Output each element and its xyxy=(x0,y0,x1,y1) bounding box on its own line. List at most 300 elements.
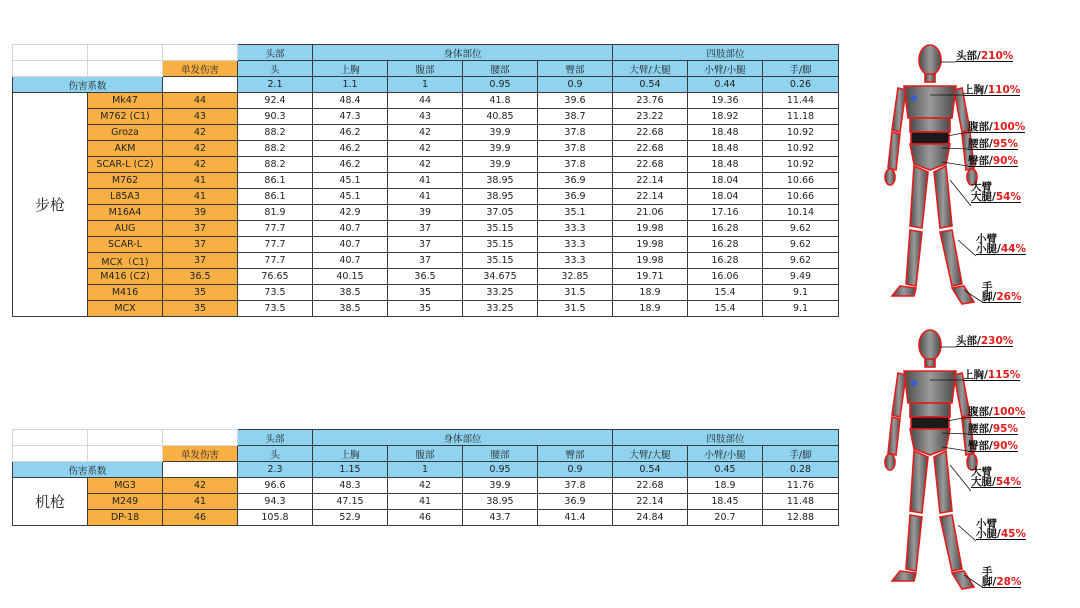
damage-value: 105.8 xyxy=(238,510,313,526)
weapon-name: Groza xyxy=(88,125,163,141)
zone-label xyxy=(976,234,1026,255)
right-shin xyxy=(940,515,962,571)
damage-value: 42.9 xyxy=(313,205,388,221)
damage-value: 46.2 xyxy=(313,125,388,141)
damage-value: 39 xyxy=(388,205,463,221)
mg-damage-table xyxy=(12,429,839,526)
table-row xyxy=(13,221,839,237)
waist-zone xyxy=(911,132,949,144)
damage-value: 18.04 xyxy=(688,189,763,205)
group-header-row xyxy=(13,45,839,61)
label-separator: / xyxy=(992,576,997,588)
weapon-name: M416 (C2) xyxy=(88,269,163,285)
weapon-damage: 42 xyxy=(163,141,238,157)
damage-value: 18.9 xyxy=(613,301,688,317)
damage-value: 36.9 xyxy=(538,189,613,205)
group-head: 头部 xyxy=(238,45,313,61)
zone-name: 大臂 大腿 xyxy=(971,181,992,203)
zone-label xyxy=(968,139,1018,150)
group-body: 身体部位 xyxy=(313,45,613,61)
zone-name: 腹部 xyxy=(968,406,989,418)
category-label: 步枪 xyxy=(13,93,88,317)
damage-value: 40.7 xyxy=(313,253,388,269)
label-separator: / xyxy=(992,191,996,203)
waist-zone xyxy=(911,417,949,429)
damage-value: 42 xyxy=(388,157,463,173)
table-row xyxy=(13,173,839,189)
table-row xyxy=(13,253,839,269)
left-hand xyxy=(885,454,895,470)
zone-label xyxy=(968,407,1025,418)
coefficient-value: 0.26 xyxy=(763,77,839,93)
damage-value: 19.98 xyxy=(613,221,688,237)
weapon-damage: 41 xyxy=(163,494,238,510)
damage-value: 88.2 xyxy=(238,125,313,141)
damage-value: 22.14 xyxy=(613,494,688,510)
coefficient-value: 2.3 xyxy=(238,462,313,478)
table-row xyxy=(13,494,839,510)
weapon-name: AKM xyxy=(88,141,163,157)
damage-value: 9.49 xyxy=(763,269,839,285)
zone-label xyxy=(968,424,1018,435)
leader-line xyxy=(958,240,976,256)
damage-value: 40.7 xyxy=(313,221,388,237)
damage-value: 41 xyxy=(388,173,463,189)
damage-value: 31.5 xyxy=(538,285,613,301)
weapon-damage: 46 xyxy=(163,510,238,526)
table-row xyxy=(13,141,839,157)
label-separator: / xyxy=(989,440,993,452)
damage-value: 16.06 xyxy=(688,269,763,285)
damage-value: 88.2 xyxy=(238,141,313,157)
coefficient-row xyxy=(13,462,839,478)
part-header: 小臂/小腿 xyxy=(688,61,763,77)
empty-cell xyxy=(13,45,88,61)
part-header: 大臂/大腿 xyxy=(613,61,688,77)
damage-value: 38.95 xyxy=(463,173,538,189)
hit-zone-figure-mg xyxy=(870,325,1075,605)
zone-name: 头部 xyxy=(956,335,977,347)
damage-value: 9.62 xyxy=(763,221,839,237)
damage-value: 40.85 xyxy=(463,109,538,125)
damage-value: 77.7 xyxy=(238,237,313,253)
weapon-damage: 42 xyxy=(163,125,238,141)
group-limbs: 四肢部位 xyxy=(613,45,839,61)
weapon-name: MG3 xyxy=(88,478,163,494)
table-row xyxy=(13,478,839,494)
weapon-damage: 39 xyxy=(163,205,238,221)
damage-value: 45.1 xyxy=(313,189,388,205)
damage-value: 37.8 xyxy=(538,157,613,173)
zone-percent: 45% xyxy=(1000,528,1026,540)
part-header: 臀部 xyxy=(538,61,613,77)
damage-value: 24.84 xyxy=(613,510,688,526)
damage-value: 36.9 xyxy=(538,173,613,189)
part-header: 手/脚 xyxy=(763,446,839,462)
damage-value: 9.1 xyxy=(763,301,839,317)
right-thigh xyxy=(934,451,952,513)
damage-value: 19.98 xyxy=(613,237,688,253)
damage-value: 46.2 xyxy=(313,157,388,173)
zone-label xyxy=(968,441,1018,452)
damage-value: 31.5 xyxy=(538,301,613,317)
damage-value: 41 xyxy=(388,189,463,205)
zone-percent: 210% xyxy=(980,50,1014,62)
damage-value: 73.5 xyxy=(238,301,313,317)
left-hand xyxy=(885,169,895,185)
single-damage-header: 单发伤害 xyxy=(163,61,238,77)
damage-value: 32.85 xyxy=(538,269,613,285)
damage-value: 35 xyxy=(388,301,463,317)
table-row xyxy=(13,93,839,109)
left-thigh xyxy=(910,451,928,513)
empty-cell xyxy=(13,446,88,462)
damage-value: 35.15 xyxy=(463,221,538,237)
zone-label xyxy=(963,85,1020,96)
damage-value: 47.3 xyxy=(313,109,388,125)
damage-value: 37 xyxy=(388,253,463,269)
damage-value: 33.25 xyxy=(463,301,538,317)
zone-name: 腰部 xyxy=(968,138,989,150)
damage-value: 46.2 xyxy=(313,141,388,157)
damage-value: 42 xyxy=(388,141,463,157)
damage-value: 86.1 xyxy=(238,173,313,189)
weapon-name: M762 (C1) xyxy=(88,109,163,125)
damage-value: 43.7 xyxy=(463,510,538,526)
mannequin-figure xyxy=(870,40,1075,320)
label-separator: / xyxy=(997,528,1001,540)
label-separator: / xyxy=(992,476,996,488)
weapon-damage: 35 xyxy=(163,285,238,301)
coefficient-value: 1.1 xyxy=(313,77,388,93)
damage-value: 22.14 xyxy=(613,189,688,205)
weapon-name: M249 xyxy=(88,494,163,510)
damage-value: 41.8 xyxy=(463,93,538,109)
damage-value: 43 xyxy=(388,109,463,125)
damage-value: 48.3 xyxy=(313,478,388,494)
damage-value: 77.7 xyxy=(238,221,313,237)
table-row xyxy=(13,269,839,285)
damage-value: 42 xyxy=(388,478,463,494)
zone-label xyxy=(956,336,1013,347)
head-zone xyxy=(919,45,941,75)
damage-value: 9.62 xyxy=(763,237,839,253)
zone-name: 腰部 xyxy=(968,423,989,435)
zone-name: 头部 xyxy=(956,50,977,62)
coefficient-value: 0.54 xyxy=(613,462,688,478)
damage-value: 18.45 xyxy=(688,494,763,510)
damage-value: 9.1 xyxy=(763,285,839,301)
leader-line xyxy=(950,465,971,491)
damage-value: 37.05 xyxy=(463,205,538,221)
damage-value: 38.7 xyxy=(538,109,613,125)
zone-percent: 110% xyxy=(987,84,1021,96)
coefficient-value: 1.15 xyxy=(313,462,388,478)
coefficient-label: 伤害系数 xyxy=(13,462,163,478)
part-header: 腹部 xyxy=(388,61,463,77)
coefficient-value: 2.1 xyxy=(238,77,313,93)
neck xyxy=(925,74,935,82)
label-separator: / xyxy=(977,50,981,62)
damage-value: 40.7 xyxy=(313,237,388,253)
damage-value: 18.48 xyxy=(688,141,763,157)
left-upper-arm xyxy=(892,88,906,132)
damage-value: 18.92 xyxy=(688,109,763,125)
damage-value: 11.76 xyxy=(763,478,839,494)
part-header: 头 xyxy=(238,61,313,77)
damage-value: 94.3 xyxy=(238,494,313,510)
damage-value: 81.9 xyxy=(238,205,313,221)
empty-cell xyxy=(163,430,238,446)
damage-value: 9.62 xyxy=(763,253,839,269)
damage-value: 16.28 xyxy=(688,237,763,253)
damage-value: 11.44 xyxy=(763,93,839,109)
table-row xyxy=(13,510,839,526)
weapon-damage: 41 xyxy=(163,189,238,205)
coefficient-value: 1 xyxy=(388,77,463,93)
zone-percent: 115% xyxy=(987,369,1021,381)
weapon-damage: 42 xyxy=(163,478,238,494)
damage-value: 38.5 xyxy=(313,301,388,317)
zone-label xyxy=(982,567,1021,588)
upper-chest-zone xyxy=(904,371,956,403)
weapon-name: M762 xyxy=(88,173,163,189)
single-damage-header: 单发伤害 xyxy=(163,446,238,462)
table-row xyxy=(13,157,839,173)
damage-value: 41.4 xyxy=(538,510,613,526)
zone-label xyxy=(976,519,1026,540)
part-header: 上胸 xyxy=(313,446,388,462)
group-head: 头部 xyxy=(238,430,313,446)
coefficient-value: 0.44 xyxy=(688,77,763,93)
damage-value: 18.9 xyxy=(613,285,688,301)
coefficient-value: 1 xyxy=(388,462,463,478)
damage-value: 22.68 xyxy=(613,478,688,494)
group-body: 身体部位 xyxy=(313,430,613,446)
weapon-name: MCX（C1) xyxy=(88,253,163,269)
damage-value: 10.92 xyxy=(763,125,839,141)
zone-name: 臀部 xyxy=(968,155,989,167)
zone-percent: 90% xyxy=(992,155,1018,167)
damage-value: 20.7 xyxy=(688,510,763,526)
part-header: 小臂/小腿 xyxy=(688,446,763,462)
damage-value: 41 xyxy=(388,494,463,510)
group-header-row xyxy=(13,430,839,446)
right-thigh xyxy=(934,166,952,228)
damage-value: 16.28 xyxy=(688,221,763,237)
damage-value: 45.1 xyxy=(313,173,388,189)
coefficient-value: 0.9 xyxy=(538,77,613,93)
zone-percent: 54% xyxy=(995,476,1021,488)
zone-name: 上胸 xyxy=(963,369,984,381)
damage-value: 38.95 xyxy=(463,189,538,205)
zone-percent: 95% xyxy=(992,138,1018,150)
damage-value: 48.4 xyxy=(313,93,388,109)
damage-value: 18.48 xyxy=(688,157,763,173)
damage-value: 73.5 xyxy=(238,285,313,301)
weapon-name: MCX xyxy=(88,301,163,317)
damage-value: 23.76 xyxy=(613,93,688,109)
weapon-name: SCAR-L (C2) xyxy=(88,157,163,173)
part-header: 腹部 xyxy=(388,446,463,462)
damage-value: 11.48 xyxy=(763,494,839,510)
right-shin xyxy=(940,230,962,286)
damage-value: 36.9 xyxy=(538,494,613,510)
weapon-name: M416 xyxy=(88,285,163,301)
damage-value: 38.5 xyxy=(313,285,388,301)
zone-percent: 28% xyxy=(996,576,1022,588)
left-shin xyxy=(906,230,922,286)
damage-value: 77.7 xyxy=(238,253,313,269)
part-header-row xyxy=(13,446,839,462)
damage-value: 37 xyxy=(388,237,463,253)
zone-name: 大臂 大腿 xyxy=(971,466,992,488)
damage-value: 39.9 xyxy=(463,478,538,494)
weapon-damage: 43 xyxy=(163,109,238,125)
zone-name: 小臂 小腿 xyxy=(976,233,997,255)
damage-value: 22.68 xyxy=(613,157,688,173)
zone-name: 上胸 xyxy=(963,84,984,96)
damage-value: 10.92 xyxy=(763,157,839,173)
damage-value: 35 xyxy=(388,285,463,301)
zone-name: 小臂 小腿 xyxy=(976,518,997,540)
damage-value: 11.18 xyxy=(763,109,839,125)
damage-value: 39.9 xyxy=(463,157,538,173)
damage-value: 15.4 xyxy=(688,301,763,317)
weapon-damage: 41 xyxy=(163,173,238,189)
empty-cell xyxy=(88,61,163,77)
empty-cell xyxy=(13,61,88,77)
zone-percent: 26% xyxy=(996,291,1022,303)
table-row xyxy=(13,301,839,317)
right-foot xyxy=(952,571,974,589)
label-separator: / xyxy=(989,406,993,418)
weapon-name: Mk47 xyxy=(88,93,163,109)
zone-label xyxy=(968,122,1025,133)
table-row xyxy=(13,237,839,253)
right-foot xyxy=(952,286,974,304)
damage-value: 33.3 xyxy=(538,237,613,253)
category-label: 机枪 xyxy=(13,478,88,526)
weapon-damage: 37 xyxy=(163,253,238,269)
zone-percent: 100% xyxy=(992,121,1026,133)
table-row xyxy=(13,205,839,221)
damage-value: 37.8 xyxy=(538,141,613,157)
empty-cell xyxy=(163,462,238,478)
damage-value: 35.1 xyxy=(538,205,613,221)
damage-value: 42 xyxy=(388,125,463,141)
damage-value: 46 xyxy=(388,510,463,526)
damage-value: 15.4 xyxy=(688,285,763,301)
head-zone xyxy=(919,330,941,360)
damage-value: 16.28 xyxy=(688,253,763,269)
damage-value: 35.15 xyxy=(463,237,538,253)
zone-percent: 90% xyxy=(992,440,1018,452)
damage-value: 33.3 xyxy=(538,253,613,269)
label-separator: / xyxy=(989,423,993,435)
part-header-row xyxy=(13,61,839,77)
rifle-damage-table xyxy=(12,44,839,317)
leader-line xyxy=(958,525,976,541)
zone-percent: 44% xyxy=(1000,243,1026,255)
coefficient-value: 0.9 xyxy=(538,462,613,478)
label-separator: / xyxy=(989,121,993,133)
weapon-damage: 37 xyxy=(163,237,238,253)
damage-value: 12.88 xyxy=(763,510,839,526)
damage-value: 22.68 xyxy=(613,125,688,141)
zone-label xyxy=(982,282,1021,303)
damage-value: 40.15 xyxy=(313,269,388,285)
table-row xyxy=(13,285,839,301)
damage-value: 18.48 xyxy=(688,125,763,141)
damage-value: 22.68 xyxy=(613,141,688,157)
damage-value: 76.65 xyxy=(238,269,313,285)
weapon-damage: 44 xyxy=(163,93,238,109)
table-row xyxy=(13,189,839,205)
damage-value: 39.9 xyxy=(463,141,538,157)
zone-label xyxy=(971,182,1021,203)
zone-name: 手 脚 xyxy=(982,566,993,588)
table-row xyxy=(13,125,839,141)
part-header: 臀部 xyxy=(538,446,613,462)
abdomen-zone xyxy=(910,403,950,417)
label-separator: / xyxy=(977,335,981,347)
coefficient-row xyxy=(13,77,839,93)
left-foot xyxy=(892,571,916,581)
hit-zone-figure-rifle xyxy=(870,40,1075,320)
part-header: 大臂/大腿 xyxy=(613,446,688,462)
label-separator: / xyxy=(992,291,997,303)
damage-value: 23.22 xyxy=(613,109,688,125)
damage-value: 10.66 xyxy=(763,173,839,189)
table-row xyxy=(13,109,839,125)
damage-value: 21.06 xyxy=(613,205,688,221)
zone-name: 手 脚 xyxy=(982,281,993,303)
damage-value: 18.9 xyxy=(688,478,763,494)
weapon-name: DP-18 xyxy=(88,510,163,526)
zone-percent: 54% xyxy=(995,191,1021,203)
weapon-damage: 36.5 xyxy=(163,269,238,285)
label-separator: / xyxy=(997,243,1001,255)
coefficient-value: 0.54 xyxy=(613,77,688,93)
zone-label xyxy=(963,370,1020,381)
left-shin xyxy=(906,515,922,571)
damage-value: 88.2 xyxy=(238,157,313,173)
damage-value: 90.3 xyxy=(238,109,313,125)
part-header: 头 xyxy=(238,446,313,462)
damage-value: 19.36 xyxy=(688,93,763,109)
zone-percent: 230% xyxy=(980,335,1014,347)
left-thigh xyxy=(910,166,928,228)
zone-label xyxy=(971,467,1021,488)
left-upper-arm xyxy=(892,373,906,417)
damage-value: 18.04 xyxy=(688,173,763,189)
empty-cell xyxy=(13,430,88,446)
damage-value: 17.16 xyxy=(688,205,763,221)
empty-cell xyxy=(88,446,163,462)
group-limbs: 四肢部位 xyxy=(613,430,839,446)
weapon-damage: 35 xyxy=(163,301,238,317)
coefficient-label: 伤害系数 xyxy=(13,77,163,93)
empty-cell xyxy=(163,45,238,61)
weapon-damage: 37 xyxy=(163,221,238,237)
weapon-name: L85A3 xyxy=(88,189,163,205)
damage-value: 86.1 xyxy=(238,189,313,205)
zone-percent: 95% xyxy=(992,423,1018,435)
left-forearm xyxy=(888,132,900,170)
upper-chest-zone xyxy=(904,86,956,118)
damage-value: 38.95 xyxy=(463,494,538,510)
